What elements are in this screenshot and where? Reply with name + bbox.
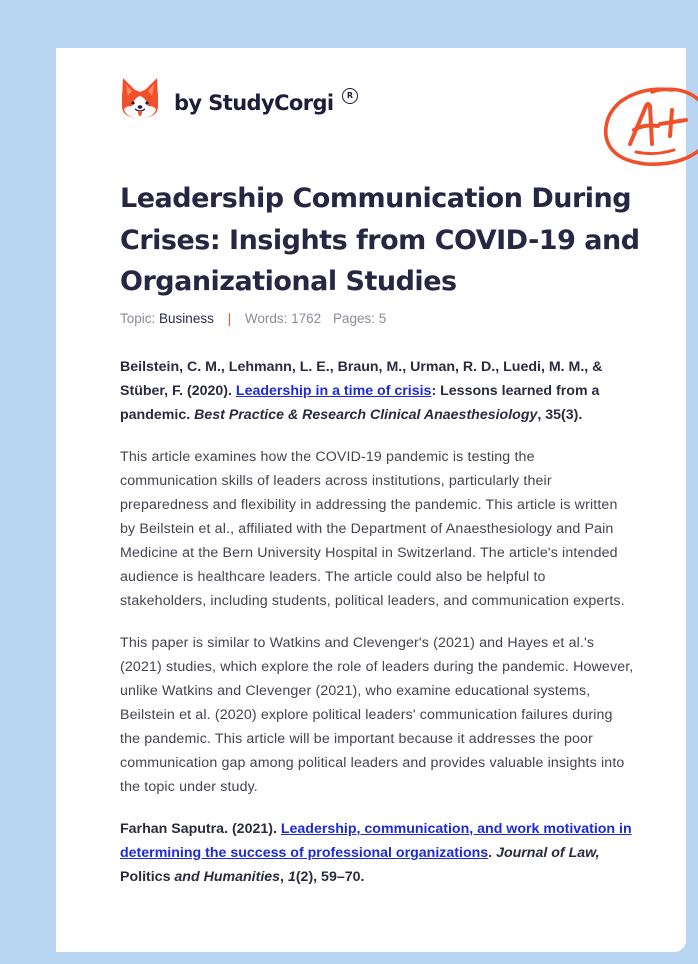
document-card (56, 48, 686, 952)
a-plus-grade-badge-icon (602, 84, 698, 168)
header (120, 74, 650, 144)
meta-separator: | (227, 311, 232, 326)
reference-link[interactable]: Leadership in a time of crisis (235, 383, 432, 399)
corgi-icon (120, 76, 160, 122)
reference-journal: Best Practice & Research Clinical Anaesthesiology (194, 407, 538, 423)
topic-label: Topic: (120, 311, 156, 326)
body-paragraph: This paper is similar to Watkins and Clevenger's (2021) and Hayes et al.'s (2021) studies, which explore the role of leaders during the pandemic. However, unlike Watkins and Clevenger (2021), who examine educational systems, Beilstein et al. (2020) explore political leaders' communication failures during the pandemic. This article will be important because it addresses the poor communication gap among political leaders and provides valuable insights into the topic under study. (120, 635, 634, 795)
reference-journal: Journal of Law, (496, 845, 600, 861)
reference-volume-number: 1 (287, 869, 296, 885)
reference-authors: Beilstein, C. M., Lehmann, L. E., Braun, M., Urman, R. D., Luedi, M. M., & Stüber, F. (2020). (120, 359, 603, 399)
reference-journal-cont: and Humanities (174, 869, 281, 885)
pages-label: Pages: (332, 311, 375, 326)
reference-entry (120, 817, 635, 889)
reference-entry (120, 355, 635, 427)
reference-comma: , (280, 869, 288, 885)
words-value: 1762 (291, 311, 322, 326)
body-paragraph: This article examines how the COVID-19 pandemic is testing the communication skills of leaders across institutions, particularly their preparedness and flexibility in addressing the pandemic. This article is written by Beilstein et al., affiliated with the Department of Anaesthesiology and Pain Medicine at the Bern University Hospital in Switzerland. The article's intended audience is healthcare leaders. The article could also be helpful to stakeholders, including students, political leaders, and communication experts. (120, 449, 625, 609)
topic-value[interactable]: Business (159, 311, 214, 326)
logo-text: by StudyCorgi (174, 91, 334, 115)
reference-issue-pages: (2), 59–70. (295, 869, 365, 885)
document-title: Leadership Communication During Crises: Insights from COVID-19 and Organizational Studies (120, 183, 640, 297)
reference-punct: . (488, 845, 497, 861)
reference-journal-middle: Politics (120, 869, 175, 885)
document-meta (120, 311, 386, 326)
words-label: Words: (244, 311, 288, 326)
reference-link[interactable]: Leadership, communication, and work motivation in determining the success of professional organizations (120, 821, 632, 861)
reference-authors: Farhan Saputra. (2021). (120, 821, 281, 837)
pages-value: 5 (378, 311, 387, 326)
registered-mark-icon: R (342, 88, 358, 104)
reference-volume: , 35(3). (537, 407, 583, 423)
document-content (120, 355, 635, 907)
studycorgi-logo[interactable] (120, 76, 334, 122)
reference-subtitle: : Lessons learned from a pandemic. (120, 383, 600, 423)
